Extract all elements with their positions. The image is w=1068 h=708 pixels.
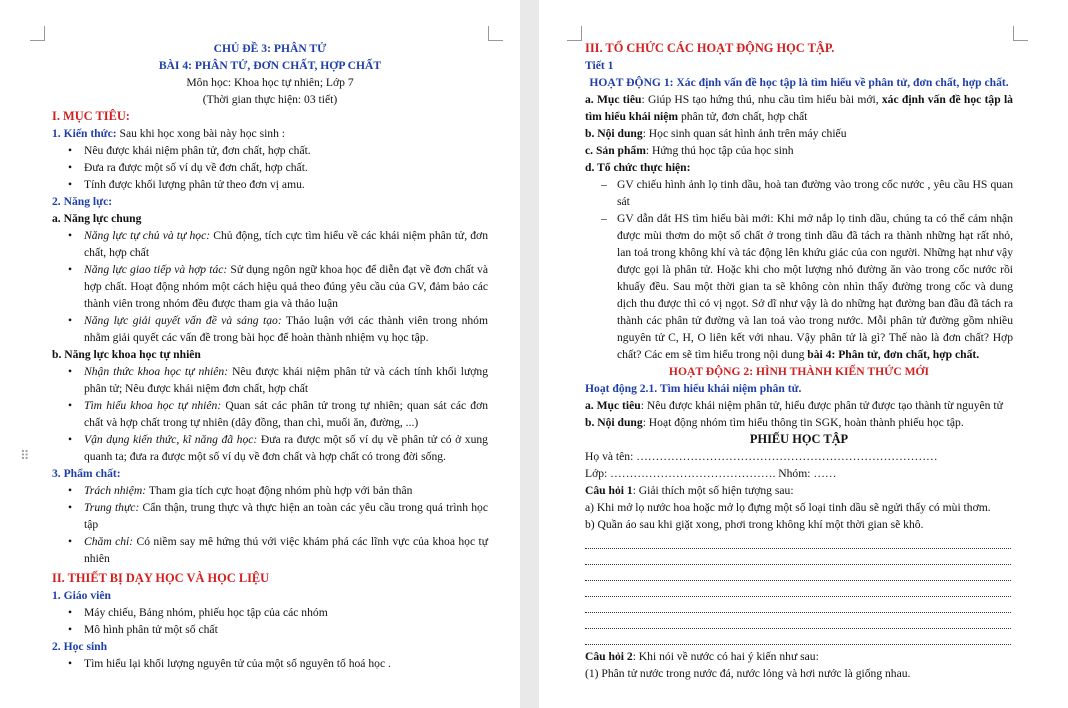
- activity1-objective: a. Mục tiêu: Giúp HS tạo hứng thú, nhu cầu tìm hiểu bài mới, xác định vấn đề học tập là tìm hiểu khái niệm phân tử, đơn chất, hợp chất: [585, 93, 1013, 123]
- answer-line: [585, 549, 1011, 565]
- qualities-list: [52, 482, 488, 567]
- answer-line: [585, 629, 1011, 645]
- question1-a: a) Khi mở lọ nước hoa hoặc mở lọ đựng một số loại tinh dầu sẽ ngửi thấy có mùi thơm.: [585, 501, 991, 514]
- activity1-product: c. Sản phẩm: Hứng thú học tập của học sinh: [585, 144, 794, 157]
- student-list: [52, 655, 488, 672]
- answer-line: [585, 613, 1011, 629]
- answer-line: [585, 597, 1011, 613]
- crop-mark: [30, 26, 45, 41]
- document-page-right: [539, 0, 1068, 708]
- list-item: • Năng lực giải quyết vấn đề và sáng tạo: Thảo luận với các thành viên trong nhóm nhằm giải quyết các vấn đề trong bài học để hoàn thành nhiệm vụ học tập.: [52, 312, 488, 346]
- section-objectives-title: I. MỤC TIÊU:: [52, 109, 130, 123]
- list-item: – GV dẫn dắt HS tìm hiểu bài mới: Khi mở nắp lọ tinh dầu, chúng ta có thể cảm nhận được mùi thơm do một số chất ở trong tinh dầu đã tách ra thành những hạt rất nhỏ, lan toả trong không khí và tác động lên khứu giác của con người. Những hạt như vậy được gọi là phân tử. Hoặc khi cho một lượng nhỏ đường ăn vào trong cốc nước rồi khuấy đều. Sau một thời gian ta sẽ không còn nhìn thấy đường trong cốc và dung dịch thu được thì có vị ngọt. Sở dĩ như vậy là do những hạt đường ban đầu đã tách ra thành các phân tử đường và lan toả vào trong nước. Mỗi phân tử đường gồm nhiều nguyên tử C, H, O liên kết với nhau. Vậy phân tử là gì? Thế nào là đơn chất? Hợp chất? Các em sẽ tìm hiểu trong nội dung bài 4: Phân tử, đơn chất, hợp chất.: [585, 210, 1013, 363]
- list-item: • Mô hình phân tử một số chất: [52, 621, 488, 638]
- crop-mark: [1013, 26, 1028, 41]
- topic-title: CHỦ ĐỀ 3: PHÂN TỬ: [213, 42, 327, 55]
- period-label: Tiết 1: [585, 59, 614, 72]
- activity2-objective: a. Mục tiêu: Nêu được khái niệm phân tử, hiểu được phân tử được tạo thành từ nguyên tử: [585, 399, 1003, 412]
- subject-line: Môn học: Khoa học tự nhiên; Lớp 7: [186, 76, 354, 89]
- activity2-content: b. Nội dung: Hoạt động nhóm tìm hiểu thông tin SGK, hoàn thành phiếu học tập.: [585, 416, 964, 429]
- document-page-left: [0, 0, 520, 708]
- knowledge-list: [52, 142, 488, 193]
- general-skills-list: [52, 227, 488, 346]
- list-item: • Tìm hiểu lại khối lượng nguyên tử của một số nguyên tố hoá học .: [52, 655, 488, 672]
- list-item: • Năng lực giao tiếp và hợp tác: Sử dụng ngôn ngữ khoa học để diễn đạt về đơn chất và hợp chất. Hoạt động nhóm một cách hiệu quả theo đúng yêu cầu của GV, đảm bảo các thành viên trong nhóm đều được tham gia và thảo luận: [52, 261, 488, 312]
- answer-lines: [585, 533, 1013, 645]
- worksheet-class-line: Lớp: ……………………………………. Nhóm: ……: [585, 467, 837, 480]
- list-item: • Chăm chỉ: Có niềm say mê hứng thú với việc khám phá các lĩnh vực của khoa học tự nhiên: [52, 533, 488, 567]
- worksheet-title: PHIẾU HỌC TẬP: [749, 432, 849, 446]
- general-skills-heading: a. Năng lực chung: [52, 212, 142, 225]
- skills-heading: 2. Năng lực:: [52, 195, 113, 208]
- list-item: • Máy chiếu, Bảng nhóm, phiếu học tập của các nhóm: [52, 604, 488, 621]
- section-equipment-title: II. THIẾT BỊ DẠY HỌC VÀ HỌC LIỆU: [52, 571, 270, 585]
- list-item: • Vận dụng kiến thức, kĩ năng đã học: Đưa ra được một số ví dụ về phân tử có ở xung quanh ta; đưa ra được một số ví dụ về đơn chất và hợp chất có trong đời sống.: [52, 431, 488, 465]
- list-item: • Đưa ra được một số ví dụ về đơn chất, hợp chất.: [52, 159, 488, 176]
- activity1-organization: d. Tổ chức thực hiện:: [585, 161, 691, 174]
- list-item: • Năng lực tự chủ và tự học: Chủ động, tích cực tìm hiểu về các khái niệm phân tử, đơn chất, hợp chất: [52, 227, 488, 261]
- activity2-title: HOẠT ĐỘNG 2: HÌNH THÀNH KIẾN THỨC MỚI: [668, 365, 930, 378]
- qualities-heading: 3. Phẩm chất:: [52, 467, 121, 480]
- answer-line: [585, 565, 1011, 581]
- list-item: – GV chiếu hình ảnh lọ tinh dầu, hoà tan đường vào trong cốc nước , yêu cầu HS quan sát: [585, 176, 1013, 210]
- right-page-content: [585, 40, 1013, 682]
- drag-handle-icon[interactable]: ⠿: [20, 449, 30, 464]
- duration-line: (Thời gian thực hiện: 03 tiết): [202, 93, 338, 106]
- teacher-heading: 1. Giáo viên: [52, 589, 111, 602]
- lesson-title: BÀI 4: PHÂN TỬ, ĐƠN CHẤT, HỢP CHẤT: [158, 59, 382, 72]
- list-item: • Nhận thức khoa học tự nhiên: Nêu được khái niệm phân tử và cách tính khối lượng phân tử; Nêu được khái niệm đơn chất, hợp chất: [52, 363, 488, 397]
- science-skills-list: [52, 363, 488, 465]
- teacher-list: [52, 604, 488, 638]
- activity1-steps: [585, 176, 1013, 363]
- list-item: • Trung thực: Cẩn thận, trung thực và thực hiện an toàn các yêu cầu trong quá trình học tập: [52, 499, 488, 533]
- question2: Câu hỏi 2: Khi nói về nước có hai ý kiến như sau:: [585, 650, 819, 663]
- list-item: • Tính được khối lượng phân tử theo đơn vị amu.: [52, 176, 488, 193]
- question2-item1: (1) Phân tử nước trong nước đá, nước lỏng và hơi nước là giống nhau.: [585, 667, 911, 680]
- left-page-content: [52, 40, 488, 672]
- worksheet-name-line: Họ và tên: ……………………………………………………………………: [585, 450, 938, 463]
- crop-mark: [567, 26, 582, 41]
- knowledge-heading: 1. Kiến thức: Sau khi học xong bài này học sinh :: [52, 127, 286, 140]
- question1: Câu hỏi 1: Giải thích một số hiện tượng sau:: [585, 484, 794, 497]
- activity2-subtitle: Hoạt động 2.1. Tìm hiểu khái niệm phân tử.: [585, 382, 802, 395]
- list-item: • Trách nhiệm: Tham gia tích cực hoạt động nhóm phù hợp với bản thân: [52, 482, 488, 499]
- student-heading: 2. Học sinh: [52, 640, 108, 653]
- list-item: • Nêu được khái niệm phân tử, đơn chất, hợp chất.: [52, 142, 488, 159]
- crop-mark: [488, 26, 503, 41]
- activity1-content: b. Nội dung: Học sinh quan sát hình ảnh trên máy chiếu: [585, 127, 847, 140]
- list-item: • Tìm hiểu khoa học tự nhiên: Quan sát các phân tử trong tự nhiên; quan sát các đơn chất và hợp chất trong tự nhiên (dây đồng, than chì, muối ăn, đường, ...): [52, 397, 488, 431]
- science-skills-heading: b. Năng lực khoa học tự nhiên: [52, 348, 201, 361]
- activity1-title: HOẠT ĐỘNG 1: Xác định vấn đề học tập là tìm hiểu về phân tử, đơn chất, hợp chất.: [589, 76, 1009, 89]
- section-activities-title: III. TỔ CHỨC CÁC HOẠT ĐỘNG HỌC TẬP.: [585, 41, 835, 55]
- answer-line: [585, 581, 1011, 597]
- question1-b: b) Quần áo sau khi giặt xong, phơi trong không khí một thời gian sẽ khô.: [585, 518, 924, 531]
- answer-line: [585, 533, 1011, 549]
